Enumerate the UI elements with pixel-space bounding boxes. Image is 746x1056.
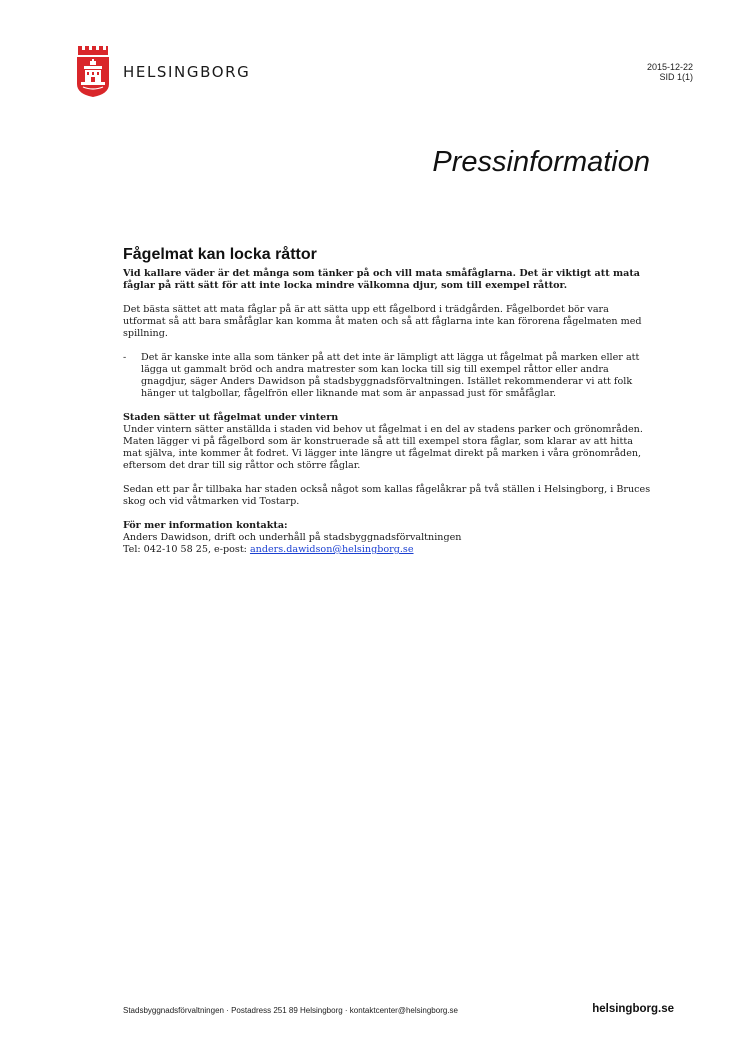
- quote-text: Det är kanske inte alla som tänker på att det inte är lämpligt att lägga ut fågelmat på marken eller att lägga ut gammalt bröd och andra matrester som kan locka till sig till exempel råttor eller andra gnagdjur, säger Anders Dawidson på stadsbyggnadsförvaltningen. Istället rekommenderar vi att folk hänger ut talgbollar, fågelfrön eller liknande mat som är anpassad just för småfåglar.: [141, 352, 640, 399]
- footer-website[interactable]: helsingborg.se: [592, 1003, 674, 1015]
- footer-address: Stadsbyggnadsförvaltningen · Postadress 251 89 Helsingborg · kontaktcenter@helsingborg.se: [123, 1006, 458, 1015]
- page-number: SID 1(1): [659, 72, 693, 82]
- article-paragraph: Sedan ett par år tillbaka har staden också något som kallas fågelåkrar på två ställen i Helsingborg, i Bruces skog och vid våtmarken vid Tostarp.: [123, 484, 651, 507]
- helsingborg-crest-logo: [76, 44, 110, 98]
- contact-tel: Tel: 042-10 58 25, e-post:: [123, 544, 250, 555]
- contact-line: [123, 544, 653, 556]
- contact-email-link[interactable]: anders.dawidson@helsingborg.se: [249, 544, 414, 555]
- quote-dash: -: [123, 352, 127, 363]
- section-text: Under vintern sätter anställda i staden vid behov ut fågelmat i en del av stadens parker och grönområden. Maten lägger vi på fågelbord som är konstruerade så att till exempel stora fåglar, som klarar av att hitta mat själva, inte kommer åt fodret. Vi lägger inte längre ut fågelmat direkt på marken i våra grönområden, eftersom det drar till sig råttor och större fåglar.: [123, 424, 643, 471]
- article-paragraph: Det bästa sättet att mata fåglar på är att sätta upp ett fågelbord i trädgården. Fågelbordet bör vara utformat så att bara småfåglar kan komma åt maten och så att fåglarna inte kan förorena fågelmaten med spillning.: [123, 304, 642, 339]
- article-headline: Fågelmat kan locka råttor: [123, 246, 317, 263]
- article-body: [123, 245, 653, 556]
- org-name: HELSINGBORG: [123, 63, 251, 81]
- article-lead: Vid kallare väder är det många som tänker på och vill mata småfåglarna. Det är viktigt att mata fåglar på rätt sätt för att inte locka mindre välkomna djur, som till exempel råttor.: [123, 268, 640, 291]
- section-heading: Staden sätter ut fågelmat under vintern: [123, 412, 339, 423]
- document-date: 2015-12-22: [646, 62, 693, 72]
- contact-heading: För mer information kontakta:: [123, 520, 288, 531]
- header-meta: [647, 62, 693, 82]
- quote-block: [123, 352, 653, 400]
- contact-person: Anders Dawidson, drift och underhåll på stadsbyggnadsförvaltningen: [123, 532, 462, 543]
- document-type-title: Pressinformation: [432, 146, 650, 178]
